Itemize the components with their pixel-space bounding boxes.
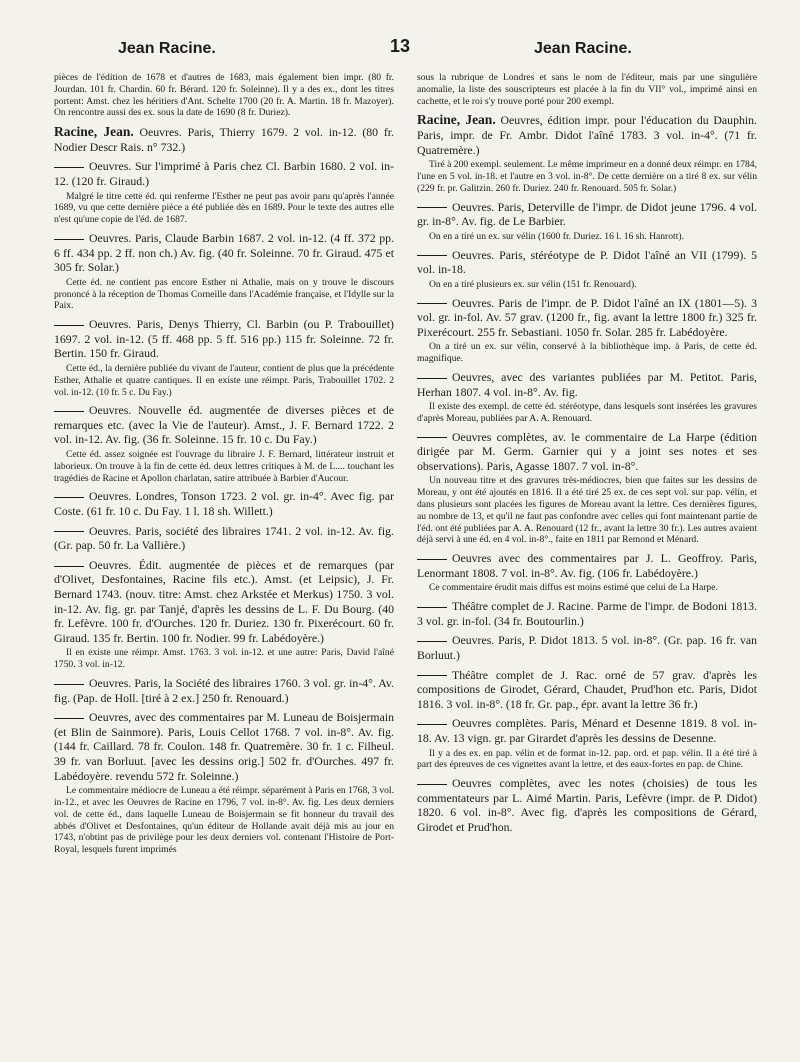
bibliography-entry — [417, 551, 757, 594]
entry-text — [417, 668, 757, 712]
entry-text — [54, 159, 394, 188]
entry-text — [417, 248, 757, 277]
entry-text — [417, 633, 757, 662]
ditto-dash — [417, 675, 447, 676]
entry-text — [417, 776, 757, 834]
entry-note: Il en existe une réimpr. Amst. 1763. 3 vol. in-12. et une autre: Paris, David l'aîné 1750. 3 vol. in-12. — [54, 647, 394, 671]
entry-note: On a tiré un ex. sur vélin, conservé à la bibliothèque imp. à Paris, de cette éd. magnifique. — [417, 341, 757, 365]
entry-note: Un nouveau titre et des gravures très-médiocres, bien que faites sur les dessins de Moreau, y ont été ajoutés en 1816. Il a été tiré 25 ex. de ces sept vol. sur pap. vélin, et dans plusieurs sont placées les figures de Moreau avant la lettre. Ces dernières figures, au nombre de 13, et qu'il ne faut pas confondre avec celles qui font maintenant partie de l'éd. ont été publiées par A. A. Renouard (12 fr., avant la lettre 30 fr.). Les autres avaient déjà servi à une éd. en 4 vol. in-8°., faite en 1811 par Remond et Ménard. — [417, 475, 757, 546]
entry-text — [417, 716, 757, 745]
ditto-dash — [54, 566, 84, 567]
continued-note: pièces de l'édition de 1678 et d'autres de 1683, mais également bien impr. (80 fr. Jourdan. 101 fr. Chardin. 60 fr. Bérard. 120 fr. Soleinne). Il y a des ex., dont les titres portent: Amst. chez les héritiers d'Ant. Schelte 1700 (20 fr. A. Martin. 18 fr. Mazoyer). On rencontre aussi des ex. sous la date de 1690 (8 fr. Duriez). — [54, 72, 394, 119]
page-header — [0, 36, 800, 62]
ditto-dash — [417, 784, 447, 785]
ditto-dash — [54, 325, 84, 326]
ditto-dash — [417, 724, 447, 725]
right-column — [417, 72, 757, 840]
entry-text — [54, 710, 394, 783]
entry-title: Théâtre complet de J. Racine. Parme de l'impr. de Bodoni 1813. 3 vol. gr. in-fol. (34 fr. Boutourlin.) — [417, 599, 757, 628]
entry-text — [54, 403, 394, 447]
left-column — [54, 72, 394, 861]
ditto-dash — [54, 411, 84, 412]
entry-title: Oeuvres, avec des variantes publiées par M. Petitot. Paris, Herhan 1807. 4 vol. in-8°. Av. fig. — [417, 369, 757, 399]
bibliography-entry — [417, 296, 757, 365]
entry-author: Racine, Jean. — [54, 124, 134, 140]
entry-title: Oeuvres avec des commentaires par J. L. Geoffroy. Paris, Lenormant 1808. 7 vol. in-8°. Av. fig. (106 fr. Labédoyère.) — [417, 551, 757, 580]
ditto-dash — [54, 239, 84, 240]
ditto-dash — [417, 255, 447, 256]
entry-title: Oeuvres complètes, av. le commentaire de La Harpe (édition dirigée par M. Germ. Garnier qui y a joint ses notes et ses observations). Paris, Agasse 1807. 7 vol. in-8°. — [417, 429, 757, 473]
entry-text — [417, 430, 757, 474]
entry-title: Oeuvres, avec des commentaires par M. Luneau de Boisjermain (et Blin de Sainmore). Paris, Louis Cellot 1768. 7 vol. in-8°. Av. fig. (144 fr. Caillard. 78 fr. Coulon. 148 fr. Quatremère. 30 fr. 1 c. Filheul. 39 fr. van Borluut. [avec les dessins orig.] 502 fr. d'Ourches. 497 fr. Labédoyère. revendu 572 fr. Soleinne.) — [54, 710, 394, 783]
ditto-dash — [417, 641, 447, 642]
entry-text — [54, 231, 394, 275]
entry-note: Cette éd., la dernière publiée du vivant de l'auteur, contient de plus que la précédente Esther, Athalie et quatre cantiques. Il en existe une réimpr. Paris, Trabouillet 1702. 2 vol. in-12. (10 fr. 5 c. Du Fay.) — [54, 362, 394, 398]
bibliography-entry — [417, 248, 757, 291]
entry-title: Oeuvres. Paris, stéréotype de P. Didot l'aîné an VII (1799). 5 vol. in-18. — [417, 247, 757, 277]
entry-text — [417, 551, 757, 580]
entry-note: Le commentaire médiocre de Luneau a été réimpr. séparément à Paris en 1768, 3 vol. in-12., et avec les Oeuvres de Racine en 1796, 7 vol. in-8°. Av. fig. Les deux derniers vol. de cette éd., dans laquelle Luneau de Boisjermain se fit honneur du travail des abbés d'Olivet et Desfontaines, qu'un éditeur de Hollande avait déjà mis au jour en 1743, n'obtint pas de privilège pour les deux derniers vol. contenant l'Histoire de Port-Royal, lesquels furent imprimés — [54, 785, 394, 856]
entry-title: Oeuvres. Paris, Denys Thierry, Cl. Barbin (ou P. Trabouillet) 1697. 2 vol. in-12. (5 ff. 468 pp. 5 ff. 516 pp.) 115 fr. Soleinne. 72 fr. Bertin. 150 fr. Giraud. — [54, 317, 394, 361]
bibliography-entry — [417, 716, 757, 771]
entry-text — [54, 125, 394, 154]
bibliography-entry — [54, 710, 394, 856]
bibliography-entry — [54, 125, 394, 154]
entry-title: Oeuvres. Nouvelle éd. augmentée de diverses pièces et de remarques etc. (avec la Vie de l'auteur). Amst., J. F. Bernard 1722. 2 vol. in-12. Av. fig. (36 fr. Soleinne. 15 fr. 10 c. Du Fay.) — [54, 403, 394, 447]
entry-text — [54, 676, 394, 705]
entry-note: Malgré le titre cette éd. qui renferme l'Esther ne peut pas avoir paru qu'après l'année 1689, vu que cette dernière pièce a été publiée dès en 1689. Pour le texte des autres elle n'est qu'une copie de l'éd. de 1687. — [54, 190, 394, 226]
entry-note: Il y a des ex. en pap. vélin et de format in-12. pap. ord. et pap. vélin. Il a été tiré à part des épreuves de ces vignettes avant la lettre, et des eaux-fortes en pap. de Chine. — [417, 747, 757, 771]
entry-note: Il existe des exempl. de cette éd. stéréotype, dans lesquels sont insérées les gravures d'après Moreau, publiées par A. A. Renouard. — [417, 401, 757, 424]
entry-note: Tiré à 200 exempl. seulement. Le même imprimeur en a donné deux réimpr. en 1784, l'une en 5 vol. in-18. et l'autre en 3 vol. in-8°. De cette dernière on a tiré 8 ex. sur vélin (229 fr. pr. Galitzin. 260 fr. Duriez. 240 fr. Renouard. 505 fr. Solar.) — [417, 159, 757, 194]
page-number: 13 — [390, 36, 411, 56]
entry-note: Ce commentaire érudit mais diffus est moins estimé que celui de La Harpe. — [429, 582, 718, 594]
bibliography-entry — [54, 317, 394, 398]
entry-text — [417, 599, 757, 628]
entry-text — [54, 489, 394, 518]
entry-text — [417, 113, 757, 157]
entry-text — [417, 200, 757, 229]
entry-author: Racine, Jean. — [417, 112, 496, 128]
ditto-dash — [54, 718, 84, 719]
bibliography-entry — [417, 370, 757, 425]
entry-title: Oeuvres complètes. Paris, Ménard et Desenne 1819. 8 vol. in-18. Av. 13 vign. gr. par Girardet d'après les dessins de Desenne. — [417, 716, 757, 745]
entry-title: Oeuvres. Paris de l'impr. de P. Didot l'aîné an IX (1801—5). 3 vol. gr. in-fol. Av. 57 grav. (1200 fr., fig. avant la lettre 1800 fr.) 325 fr. Pixerécourt. 255 fr. Sebastiani. 1050 fr. Solar. 285 fr. Labédoyère. — [417, 295, 757, 339]
entry-note: On en a tiré plusieurs ex. sur vélin (151 fr. Renouard). — [429, 278, 637, 290]
entry-text — [54, 558, 394, 646]
entry-note: On en a tiré un ex. sur vélin (1600 fr. Duriez. 16 l. 16 sh. Hanrott). — [429, 230, 684, 242]
ditto-dash — [54, 167, 84, 168]
entry-title: Oeuvres. Paris, société des libraires 1741. 2 vol. in-12. Av. fig. (Gr. pap. 50 fr. La Vallière.) — [54, 523, 394, 553]
ditto-dash — [417, 378, 447, 379]
bibliography-entry — [54, 524, 394, 553]
entry-title: Théâtre complet de J. Rac. orné de 57 grav. d'après les compositions de Girodet, Gérard, Chaudet, Prud'hon etc. Paris, Didot 1816. 3 vol. in-8°. (18 fr. Gr. pap., épr. avant la lettre 36 fr.) — [417, 667, 757, 711]
bibliography-entry — [417, 599, 757, 628]
bibliography-entry — [417, 200, 757, 243]
entry-text — [54, 524, 394, 553]
entry-title: Oeuvres. Paris, la Société des libraires 1760. 3 vol. gr. in-4°. Av. fig. (Pap. de Holl. [tiré à 2 ex.] 250 fr. Renouard.) — [54, 676, 394, 705]
bibliography-entry — [417, 776, 757, 834]
running-head-right: Jean Racine. — [534, 40, 632, 57]
entry-title: Oeuvres. Sur l'imprimé à Paris chez Cl. Barbin 1680. 2 vol. in-12. (120 fr. Giraud.) — [54, 159, 394, 188]
bibliography-entry — [54, 231, 394, 312]
ditto-dash — [417, 437, 447, 438]
entry-title: Oeuvres. Paris, P. Didot 1813. 5 vol. in-8°. (Gr. pap. 16 fr. van Borluut.) — [417, 633, 757, 663]
ditto-dash — [417, 607, 447, 608]
bibliography-entry — [54, 403, 394, 484]
entry-text — [417, 370, 757, 399]
right-entries — [417, 113, 757, 834]
bibliography-entry — [417, 430, 757, 547]
running-head-left: Jean Racine. — [118, 40, 216, 57]
bibliography-entry — [417, 668, 757, 712]
left-entries — [54, 125, 394, 856]
ditto-dash — [54, 497, 84, 498]
entry-title: Oeuvres. Édit. augmentée de pièces et de remarques (par d'Olivet, Desfontaines, Racine fils etc.). Amst. (et Leipsic), J. Fr. Bernard 1743. (nouv. titre: Amst. chez Arkstée et Merkus) 1750. 3 vol. in-12. Av. fig. gr. par Tanjé, d'après les dessins de L. F. Du Bourg. (40 fr. Lefèvre. 100 fr. d'Ourches. 120 fr. Duriez. 130 fr. Pixerécourt. 60 fr. Giraud. 135 fr. Bertin. 100 fr. Nodier. 99 fr. Labédoyère.) — [54, 557, 394, 645]
bibliography-entry — [54, 558, 394, 671]
entry-title: Oeuvres complètes, avec les notes (choisies) de tous les commentateurs par L. Aimé Martin. Paris, Lefèvre (impr. de P. Didot) 1820. 6 vol. in-8°. Avec fig. d'après les compositions de Gérard, Girodet et Prud'hon. — [417, 776, 757, 834]
entry-title: Oeuvres. Paris, Deterville de l'impr. de Didot jeune 1796. 4 vol. gr. in-8°. Av. fig. de Le Barbier. — [417, 199, 757, 229]
ditto-dash — [417, 303, 447, 304]
ditto-dash — [417, 207, 447, 208]
entry-title: Oeuvres. Londres, Tonson 1723. 2 vol. gr. in-4°. Avec fig. par Coste. (61 fr. 10 c. Du Fay. 1 l. 18 sh. Willett.) — [54, 489, 394, 519]
ditto-dash — [54, 531, 84, 532]
continued-note: sous la rubrique de Londres et sans le nom de l'éditeur, mais par une singulière anomalie, la liste des souscripteurs est placée à la fin du VII° vol., imprimé ainsi en cachette, et le roi s'y trouve porté pour 200 exempl. — [417, 72, 757, 107]
bibliography-entry — [417, 113, 757, 194]
bibliography-entry — [54, 676, 394, 705]
entry-text — [54, 317, 394, 361]
bibliography-entry — [54, 159, 394, 226]
entry-note: Cette éd. assez soignée est l'ouvrage du libraire J. F. Bernard, littérateur instruit et laborieux. On trouve à la fin de cette éd. deux lettres critiques à M. de L.... touchant les tragédies de Racine et Apollon charlatan, satire attribuée à Barbier d'Aucour. — [54, 449, 394, 484]
entry-title: Oeuvres. Paris, Thierry 1679. 2 vol. in-12. (80 fr. Nodier Descr Rais. n° 732.) — [54, 125, 395, 154]
entry-text — [417, 296, 757, 340]
entry-title: Oeuvres. Paris, Claude Barbin 1687. 2 vol. in-12. (4 ff. 372 pp. 6 ff. 434 pp. 2 ff. non ch.) Av. fig. (40 fr. Soleinne. 70 fr. Giraud. 475 et 305 fr. Solar.) — [54, 230, 394, 275]
bibliography-entry — [417, 633, 757, 662]
entry-note: Cette éd. ne contient pas encore Esther ni Athalie, mais on y trouve le discours prononcé à la réception de Thomas Corneille dans l'Académie française, et l'Idylle sur la Paix. — [54, 276, 394, 312]
entry-title: Oeuvres, édition impr. pour l'éducation du Dauphin. Paris, impr. de Fr. Ambr. Didot l'aîné 1783. 3 vol. in-4°. (71 fr. Quatremère.) — [417, 113, 757, 157]
bibliography-entry — [54, 489, 394, 518]
ditto-dash — [417, 559, 447, 560]
ditto-dash — [54, 684, 84, 685]
